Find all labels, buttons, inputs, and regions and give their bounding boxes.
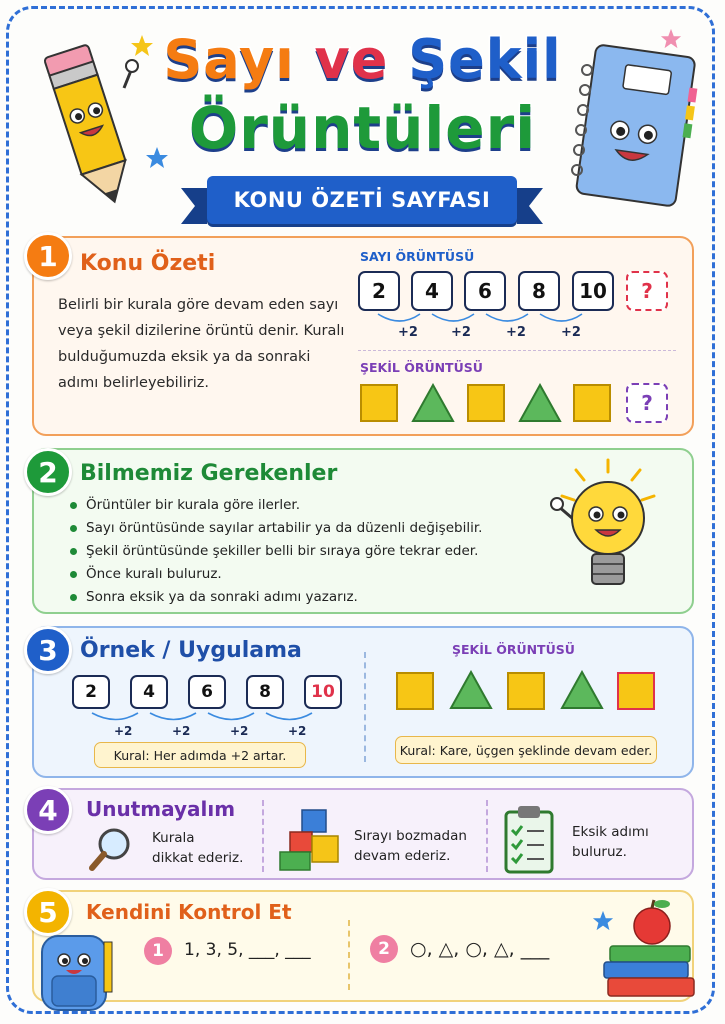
section-number-badge: 1 [24, 232, 72, 280]
triangle-shape [449, 670, 493, 710]
square-shape [573, 384, 611, 422]
list-item: Önce kuralı buluruz. [70, 563, 540, 586]
shape-pattern-title: ŞEKİL ÖRÜNTÜSÜ [452, 642, 575, 657]
question-number: 1 [144, 937, 172, 965]
star-icon [130, 34, 154, 58]
number-pattern-title: SAYI ÖRÜNTÜSÜ [360, 249, 475, 264]
lightbulb-mascot-icon [548, 456, 668, 606]
pattern-number: 8 [518, 271, 560, 311]
section-title: Örnek / Uygulama [80, 638, 302, 663]
section-summary-text: Belirli bir kurala göre devam eden sayı veya şekil dizilerine örüntü denir. Kuralı bulduğumuzda eksik ya da sonraki adımı belirleyebiliriz. [58, 297, 345, 391]
divider [262, 800, 264, 872]
example-number: 8 [246, 675, 284, 709]
example-number: 2 [72, 675, 110, 709]
square-shape [396, 672, 434, 710]
step-label: +2 [288, 724, 307, 738]
magnifier-icon [86, 824, 136, 874]
step-label: +2 [451, 325, 471, 340]
section-title: Bilmemiz Gerekenler [80, 461, 338, 486]
list-item: Şekil örüntüsünde şekiller belli bir sıraya göre tekrar eder. [70, 540, 540, 563]
notebook-mascot-icon [565, 40, 700, 220]
bullet-list [70, 494, 540, 609]
triangle-shape [518, 383, 562, 423]
example-number: 4 [130, 675, 168, 709]
square-shape [360, 384, 398, 422]
rule-note: Kural: Kare, üçgen şeklinde devam eder. [395, 736, 657, 764]
subtitle-ribbon: KONU ÖZETİ SAYFASI [207, 176, 517, 224]
question-text: 1, 3, 5, ___, ___ [184, 940, 311, 960]
divider [348, 920, 350, 990]
page-title-line2: Örüntüleri [188, 94, 537, 162]
square-shape [467, 384, 505, 422]
missing-shape-box: ? [626, 383, 668, 423]
step-label: +2 [506, 325, 526, 340]
list-item: Sayı örüntüsünde sayılar artabilir ya da düzenli değişebilir. [70, 517, 540, 540]
pattern-number: 2 [358, 271, 400, 311]
triangle-shape [411, 383, 455, 423]
star-icon [592, 910, 614, 932]
square-shape [507, 672, 545, 710]
section-number-badge: 4 [24, 786, 72, 834]
clipboard-icon [500, 804, 560, 876]
page-title-line1: Sayı ve Şekil [163, 28, 562, 91]
section-title: Unutmayalım [86, 797, 236, 821]
reminder-text: Sırayı bozmadan devam ederiz. [354, 828, 467, 864]
section-number-badge: 5 [24, 888, 72, 936]
list-item: Sonra eksik ya da sonraki adımı yazarız. [70, 586, 540, 609]
divider [486, 800, 488, 872]
pattern-number: 4 [411, 271, 453, 311]
section-title: Konu Özeti [80, 251, 216, 276]
section-number-badge: 3 [24, 626, 72, 674]
step-label: +2 [561, 325, 581, 340]
missing-number-box: ? [626, 271, 668, 311]
star-icon [145, 146, 169, 170]
reminder-text: Eksik adımı buluruz. [572, 824, 649, 860]
divider [358, 350, 676, 351]
step-label: +2 [114, 724, 133, 738]
shape-pattern-title: ŞEKİL ÖRÜNTÜSÜ [360, 360, 483, 375]
question-text: ○, △, ○, △, ___ [410, 938, 550, 960]
divider [364, 652, 366, 762]
backpack-mascot-icon [26, 922, 126, 1014]
pattern-number: 6 [464, 271, 506, 311]
blocks-icon [274, 806, 344, 872]
section-title: Kendini Kontrol Et [86, 900, 292, 924]
triangle-shape [560, 670, 604, 710]
step-label: +2 [172, 724, 191, 738]
list-item: Örüntüler bir kurala göre ilerler. [70, 494, 540, 517]
section-number-badge: 2 [24, 448, 72, 496]
question-number: 2 [370, 935, 398, 963]
answer-square-shape [617, 672, 655, 710]
rule-note: Kural: Her adımda +2 artar. [94, 742, 306, 768]
reminder-text: Kurala dikkat ederiz. [152, 830, 244, 866]
step-label: +2 [230, 724, 249, 738]
step-label: +2 [398, 325, 418, 340]
example-number: 6 [188, 675, 226, 709]
example-answer-number: 10 [304, 675, 342, 709]
pattern-number: 10 [572, 271, 614, 311]
